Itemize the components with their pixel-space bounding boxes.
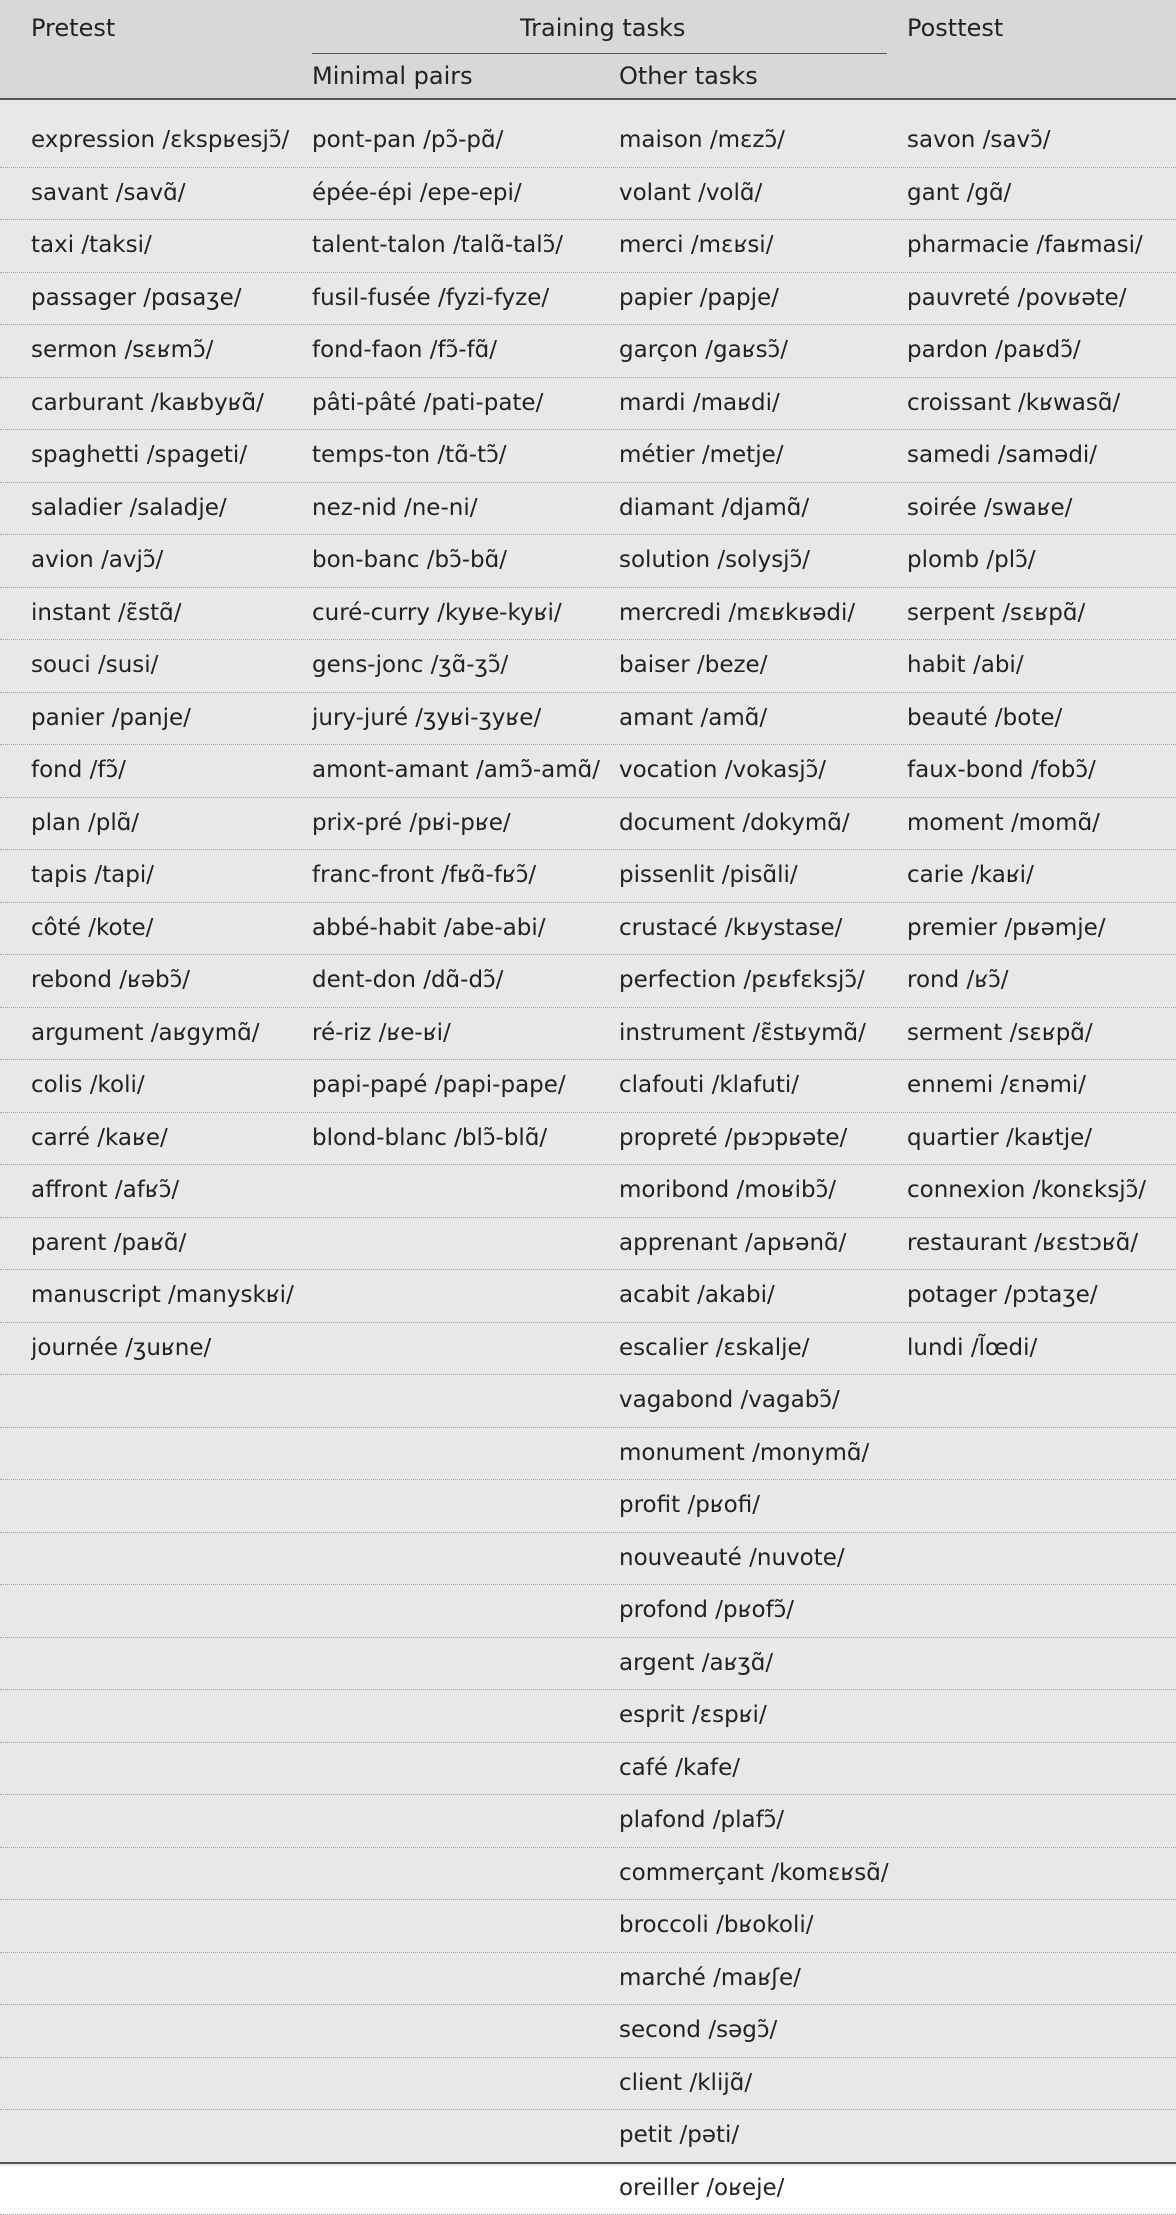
other-tasks-cell: client /klijɑ̃/ — [619, 2058, 901, 2110]
minimal-pairs-cell: franc-front /fʁɑ̃-fʁɔ̃/ — [312, 850, 612, 902]
minimal-pairs-cell — [312, 1480, 612, 1532]
other-tasks-cell: plafond /plafɔ̃/ — [619, 1795, 901, 1847]
table-row — [0, 2110, 1176, 2163]
posttest-cell — [907, 1375, 1176, 1427]
posttest-cell: pardon /paʁdɔ̃/ — [907, 325, 1176, 377]
table-row — [0, 798, 1176, 851]
pretest-cell — [31, 1848, 306, 1900]
posttest-cell — [907, 1533, 1176, 1585]
table-row — [0, 325, 1176, 378]
pretest-cell: savant /savɑ̃/ — [31, 168, 306, 220]
minimal-pairs-cell — [312, 1270, 612, 1322]
other-tasks-cell: oreiller /oʁeje/ — [619, 2163, 901, 2215]
table-row — [0, 115, 1176, 168]
table-row — [0, 1060, 1176, 1113]
minimal-pairs-cell: fusil-fusée /fyzi-fyze/ — [312, 273, 612, 325]
other-tasks-cell: document /dokymɑ̃/ — [619, 798, 901, 850]
minimal-pairs-cell — [312, 1585, 612, 1637]
other-tasks-cell: profond /pʁofɔ̃/ — [619, 1585, 901, 1637]
table-row — [0, 745, 1176, 798]
minimal-pairs-cell: jury-juré /ʒyʁi-ʒyʁe/ — [312, 693, 612, 745]
table-row — [0, 378, 1176, 431]
posttest-cell: serpent /sɛʁpɑ̃/ — [907, 588, 1176, 640]
posttest-cell: rond /ʁɔ̃/ — [907, 955, 1176, 1007]
table-row — [0, 273, 1176, 326]
other-tasks-cell: broccoli /bʁokoli/ — [619, 1900, 901, 1952]
minimal-pairs-cell — [312, 1743, 612, 1795]
table-row — [0, 693, 1176, 746]
minimal-pairs-cell — [312, 1533, 612, 1585]
posttest-cell — [907, 1900, 1176, 1952]
pretest-cell: carburant /kaʁbyʁɑ̃/ — [31, 378, 306, 430]
pretest-cell — [31, 2005, 306, 2057]
table-row — [0, 1375, 1176, 1428]
posttest-cell: carie /kaʁi/ — [907, 850, 1176, 902]
other-tasks-cell: esprit /ɛspʁi/ — [619, 1690, 901, 1742]
pretest-cell — [31, 1428, 306, 1480]
pretest-cell: parent /paʁɑ̃/ — [31, 1218, 306, 1270]
posttest-cell — [907, 1848, 1176, 1900]
table-row — [0, 1165, 1176, 1218]
posttest-cell — [907, 2005, 1176, 2057]
other-tasks-cell: pissenlit /pisɑ̃li/ — [619, 850, 901, 902]
minimal-pairs-cell — [312, 1428, 612, 1480]
posttest-cell: soirée /swaʁe/ — [907, 483, 1176, 535]
table-row — [0, 1585, 1176, 1638]
pretest-cell: sermon /sɛʁmɔ̃/ — [31, 325, 306, 377]
header-minimal-pairs: Minimal pairs — [312, 61, 473, 91]
other-tasks-cell: mercredi /mɛʁkʁədi/ — [619, 588, 901, 640]
posttest-cell: potager /pɔtaʒe/ — [907, 1270, 1176, 1322]
table-bottom-rule — [0, 2162, 1176, 2164]
other-tasks-cell: volant /volɑ̃/ — [619, 168, 901, 220]
table-header — [0, 0, 1176, 100]
header-training-tasks: Training tasks — [520, 13, 685, 43]
pretest-cell — [31, 1375, 306, 1427]
other-tasks-cell: café /kafe/ — [619, 1743, 901, 1795]
table-row — [0, 1900, 1176, 1953]
other-tasks-cell: crustacé /kʁystase/ — [619, 903, 901, 955]
pretest-cell: journée /ʒuʁne/ — [31, 1323, 306, 1375]
minimal-pairs-cell — [312, 2005, 612, 2057]
header-pretest: Pretest — [31, 13, 115, 43]
pretest-cell — [31, 1638, 306, 1690]
other-tasks-cell: marché /maʁʃe/ — [619, 1953, 901, 2005]
table-row — [0, 1480, 1176, 1533]
posttest-cell: serment /sɛʁpɑ̃/ — [907, 1008, 1176, 1060]
minimal-pairs-cell: curé-curry /kyʁe-kyʁi/ — [312, 588, 612, 640]
minimal-pairs-cell — [312, 1795, 612, 1847]
posttest-cell: restaurant /ʁɛstɔʁɑ̃/ — [907, 1218, 1176, 1270]
posttest-cell — [907, 1953, 1176, 2005]
pretest-cell: avion /avjɔ̃/ — [31, 535, 306, 587]
table-row — [0, 903, 1176, 956]
posttest-cell: lundi /l̃œdi/ — [907, 1323, 1176, 1375]
posttest-cell: premier /pʁəmje/ — [907, 903, 1176, 955]
posttest-cell: moment /momɑ̃/ — [907, 798, 1176, 850]
posttest-cell — [907, 1480, 1176, 1532]
posttest-cell — [907, 1428, 1176, 1480]
other-tasks-cell: vocation /vokasjɔ̃/ — [619, 745, 901, 797]
minimal-pairs-cell: épée-épi /epe-epi/ — [312, 168, 612, 220]
other-tasks-cell: maison /mɛzɔ̃/ — [619, 115, 901, 167]
other-tasks-cell: monument /monymɑ̃/ — [619, 1428, 901, 1480]
pretest-cell: carré /kaʁe/ — [31, 1113, 306, 1165]
table-row — [0, 483, 1176, 536]
minimal-pairs-cell: temps-ton /tɑ̃-tɔ̃/ — [312, 430, 612, 482]
table-row — [0, 2058, 1176, 2111]
other-tasks-cell: métier /metje/ — [619, 430, 901, 482]
other-tasks-cell: garçon /gaʁsɔ̃/ — [619, 325, 901, 377]
table-row — [0, 1795, 1176, 1848]
minimal-pairs-cell — [312, 1900, 612, 1952]
pretest-cell — [31, 1795, 306, 1847]
other-tasks-cell: second /səgɔ̃/ — [619, 2005, 901, 2057]
posttest-cell — [907, 1585, 1176, 1637]
other-tasks-cell: petit /pəti/ — [619, 2110, 901, 2162]
pretest-cell: panier /panje/ — [31, 693, 306, 745]
posttest-cell: pharmacie /faʁmasi/ — [907, 220, 1176, 272]
pretest-cell: expression /ɛkspʁesjɔ̃/ — [31, 115, 306, 167]
pretest-cell — [31, 1953, 306, 2005]
posttest-cell: ennemi /ɛnəmi/ — [907, 1060, 1176, 1112]
pretest-cell: tapis /tapi/ — [31, 850, 306, 902]
other-tasks-cell: propreté /pʁɔpʁəte/ — [619, 1113, 901, 1165]
other-tasks-cell: solution /solysjɔ̃/ — [619, 535, 901, 587]
table-row — [0, 955, 1176, 1008]
table-row — [0, 1848, 1176, 1901]
other-tasks-cell: perfection /pɛʁfɛksjɔ̃/ — [619, 955, 901, 1007]
posttest-cell: quartier /kaʁtje/ — [907, 1113, 1176, 1165]
table-row — [0, 1323, 1176, 1376]
pretest-cell — [31, 1900, 306, 1952]
pretest-cell: passager /pɑsaʒe/ — [31, 273, 306, 325]
posttest-cell: savon /savɔ̃/ — [907, 115, 1176, 167]
other-tasks-cell: moribond /moʁibɔ̃/ — [619, 1165, 901, 1217]
minimal-pairs-cell: fond-faon /fɔ̃-fɑ̃/ — [312, 325, 612, 377]
pretest-cell: côté /kote/ — [31, 903, 306, 955]
minimal-pairs-cell — [312, 1218, 612, 1270]
other-tasks-cell: mardi /maʁdi/ — [619, 378, 901, 430]
posttest-cell — [907, 2163, 1176, 2215]
posttest-cell: samedi /samədi/ — [907, 430, 1176, 482]
posttest-cell — [907, 2058, 1176, 2110]
table-row — [0, 220, 1176, 273]
other-tasks-cell: apprenant /apʁənɑ̃/ — [619, 1218, 901, 1270]
pretest-cell: manuscript /manyskʁi/ — [31, 1270, 306, 1322]
other-tasks-cell: baiser /beze/ — [619, 640, 901, 692]
header-divider — [312, 53, 887, 54]
pretest-cell — [31, 1533, 306, 1585]
posttest-cell: gant /gɑ̃/ — [907, 168, 1176, 220]
other-tasks-cell: merci /mɛʁsi/ — [619, 220, 901, 272]
table-row — [0, 1638, 1176, 1691]
table-row — [0, 1953, 1176, 2006]
posttest-cell: croissant /kʁwasɑ̃/ — [907, 378, 1176, 430]
minimal-pairs-cell — [312, 1638, 612, 1690]
table-row — [0, 1270, 1176, 1323]
other-tasks-cell: papier /papje/ — [619, 273, 901, 325]
minimal-pairs-cell: pont-pan /pɔ̃-pɑ̃/ — [312, 115, 612, 167]
posttest-cell — [907, 1638, 1176, 1690]
other-tasks-cell: commerçant /komɛʁsɑ̃/ — [619, 1848, 901, 1900]
minimal-pairs-cell: pâti-pâté /pati-pate/ — [312, 378, 612, 430]
pretest-cell — [31, 1690, 306, 1742]
table-row — [0, 535, 1176, 588]
minimal-pairs-cell: papi-papé /papi-pape/ — [312, 1060, 612, 1112]
table-row — [0, 1008, 1176, 1061]
pretest-cell: taxi /taksi/ — [31, 220, 306, 272]
minimal-pairs-cell — [312, 1323, 612, 1375]
other-tasks-cell: escalier /ɛskalje/ — [619, 1323, 901, 1375]
header-other-tasks: Other tasks — [619, 61, 758, 91]
header-posttest: Posttest — [907, 13, 1003, 43]
pretest-cell — [31, 2163, 306, 2215]
minimal-pairs-cell: bon-banc /bɔ̃-bɑ̃/ — [312, 535, 612, 587]
other-tasks-cell: diamant /djamɑ̃/ — [619, 483, 901, 535]
pretest-cell: affront /afʁɔ̃/ — [31, 1165, 306, 1217]
table-row — [0, 1428, 1176, 1481]
posttest-cell: beauté /bote/ — [907, 693, 1176, 745]
other-tasks-cell: vagabond /vagabɔ̃/ — [619, 1375, 901, 1427]
table-row — [0, 1690, 1176, 1743]
table-row — [0, 2005, 1176, 2058]
pretest-cell: colis /koli/ — [31, 1060, 306, 1112]
pretest-cell: fond /fɔ̃/ — [31, 745, 306, 797]
minimal-pairs-cell — [312, 1375, 612, 1427]
other-tasks-cell: profit /pʁofi/ — [619, 1480, 901, 1532]
pretest-cell — [31, 1743, 306, 1795]
other-tasks-cell: nouveauté /nuvote/ — [619, 1533, 901, 1585]
other-tasks-cell: acabit /akabi/ — [619, 1270, 901, 1322]
pretest-cell — [31, 2110, 306, 2162]
minimal-pairs-cell — [312, 1165, 612, 1217]
pretest-cell: rebond /ʁəbɔ̃/ — [31, 955, 306, 1007]
posttest-cell: plomb /plɔ̃/ — [907, 535, 1176, 587]
table-row — [0, 1533, 1176, 1586]
posttest-cell: connexion /konɛksjɔ̃/ — [907, 1165, 1176, 1217]
pretest-cell: argument /aʁgymɑ̃/ — [31, 1008, 306, 1060]
pretest-cell — [31, 1480, 306, 1532]
minimal-pairs-cell: gens-jonc /ʒɑ̃-ʒɔ̃/ — [312, 640, 612, 692]
table-row — [0, 1218, 1176, 1271]
posttest-cell — [907, 1795, 1176, 1847]
other-tasks-cell: argent /aʁʒɑ̃/ — [619, 1638, 901, 1690]
table-row — [0, 168, 1176, 221]
table-row — [0, 1113, 1176, 1166]
minimal-pairs-cell: talent-talon /talɑ̃-talɔ̃/ — [312, 220, 612, 272]
pretest-cell: instant /ɛ̃stɑ̃/ — [31, 588, 306, 640]
minimal-pairs-cell: ré-riz /ʁe-ʁi/ — [312, 1008, 612, 1060]
minimal-pairs-cell: nez-nid /ne-ni/ — [312, 483, 612, 535]
table-row — [0, 1743, 1176, 1796]
table-row — [0, 430, 1176, 483]
other-tasks-cell: clafouti /klafuti/ — [619, 1060, 901, 1112]
minimal-pairs-cell: prix-pré /pʁi-pʁe/ — [312, 798, 612, 850]
minimal-pairs-cell — [312, 1848, 612, 1900]
minimal-pairs-cell: blond-blanc /blɔ̃-blɑ̃/ — [312, 1113, 612, 1165]
minimal-pairs-cell — [312, 2163, 612, 2215]
minimal-pairs-cell — [312, 1690, 612, 1742]
posttest-cell: pauvreté /povʁəte/ — [907, 273, 1176, 325]
minimal-pairs-cell — [312, 2110, 612, 2162]
pretest-cell: souci /susi/ — [31, 640, 306, 692]
pretest-cell — [31, 2058, 306, 2110]
posttest-cell: faux-bond /fobɔ̃/ — [907, 745, 1176, 797]
minimal-pairs-cell — [312, 1953, 612, 2005]
table-row — [0, 850, 1176, 903]
minimal-pairs-cell — [312, 2058, 612, 2110]
pretest-cell: spaghetti /spageti/ — [31, 430, 306, 482]
minimal-pairs-cell: abbé-habit /abe-abi/ — [312, 903, 612, 955]
table-row — [0, 640, 1176, 693]
pretest-cell: saladier /saladje/ — [31, 483, 306, 535]
table-body — [0, 115, 1176, 2215]
table-row — [0, 588, 1176, 641]
posttest-cell: habit /abi/ — [907, 640, 1176, 692]
pretest-cell: plan /plɑ̃/ — [31, 798, 306, 850]
posttest-cell — [907, 1743, 1176, 1795]
pretest-cell — [31, 1585, 306, 1637]
other-tasks-cell: amant /amɑ̃/ — [619, 693, 901, 745]
other-tasks-cell: instrument /ɛ̃stʁymɑ̃/ — [619, 1008, 901, 1060]
table-row — [0, 2163, 1176, 2215]
posttest-cell — [907, 2110, 1176, 2162]
minimal-pairs-cell: amont-amant /amɔ̃-amɑ̃/ — [312, 745, 612, 797]
minimal-pairs-cell: dent-don /dɑ̃-dɔ̃/ — [312, 955, 612, 1007]
posttest-cell — [907, 1690, 1176, 1742]
